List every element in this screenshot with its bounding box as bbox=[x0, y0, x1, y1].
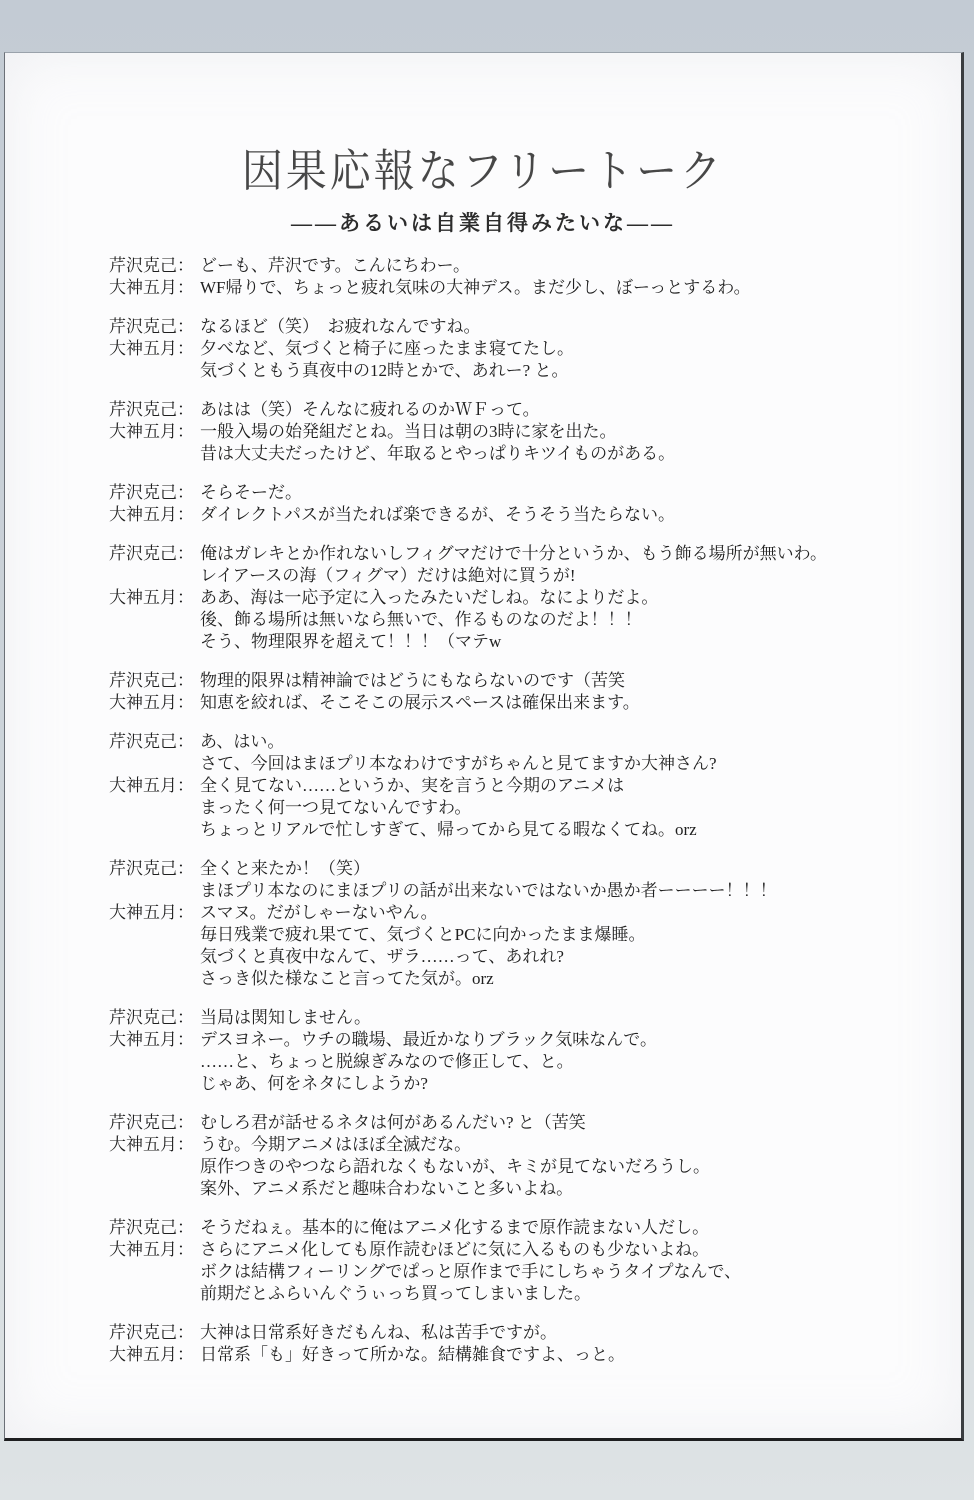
speaker-name: 芹沢克己： bbox=[109, 1323, 194, 1343]
speaker-name: 芹沢克己： bbox=[109, 483, 194, 503]
dialogue-block bbox=[109, 1112, 931, 1200]
page-header bbox=[5, 53, 961, 237]
dialogue-line: 物理的限界は精神論ではどうにもならないのです（苦笑 bbox=[200, 671, 625, 691]
speaker-name: 芹沢克己： bbox=[109, 1008, 194, 1028]
dialogue-line: 原作つきのやつなら語れなくもないが、キミが見てないだろうし。 bbox=[200, 1157, 710, 1177]
dialogue-lines bbox=[195, 775, 931, 841]
dialogue-block bbox=[109, 1217, 931, 1305]
dialogue-lines bbox=[195, 316, 931, 338]
dialogue-turn bbox=[109, 316, 931, 338]
dialogue-line: 知恵を絞れば、そこそこの展示スペースは確保出来ます。 bbox=[200, 693, 640, 713]
speaker-name: 芹沢克己： bbox=[109, 544, 194, 564]
dialogue-line: ダイレクトパスが当たれば楽できるが、そうそう当たらない。 bbox=[200, 505, 675, 525]
dialogue-turn bbox=[109, 775, 931, 841]
speaker-name: 大神五月： bbox=[109, 1345, 194, 1365]
dialogue-lines bbox=[195, 1112, 931, 1134]
dialogue-turn bbox=[109, 255, 931, 277]
dialogue-turn bbox=[109, 504, 931, 526]
speaker-name: 大神五月： bbox=[109, 903, 194, 923]
dialogue-lines bbox=[195, 1239, 931, 1305]
scanned-paper-page bbox=[4, 52, 964, 1441]
dialogue-line: WF帰りで、ちょっと疲れ気味の大神デス。まだ少し、ぼーっとするわ。 bbox=[200, 278, 751, 298]
dialogue-line: あ、はい。 bbox=[200, 732, 285, 752]
speaker-name: 芹沢克己： bbox=[109, 400, 194, 420]
dialogue-line: 俺はガレキとか作れないしフィグマだけで十分というか、もう飾る場所が無いわ。 bbox=[200, 544, 827, 564]
dialogue-line: 夕べなど、気づくと椅子に座ったまま寝てたし。 bbox=[200, 339, 574, 359]
dialogue-line: どーも、芹沢です。こんにちわー。 bbox=[200, 256, 470, 276]
dialogue-line: なるほど（笑） お疲れなんですね。 bbox=[200, 317, 481, 337]
dialogue-lines bbox=[195, 277, 931, 299]
dialogue-line: レイアースの海（フィグマ）だけは絶対に買うが! bbox=[200, 566, 576, 586]
dialogue-lines bbox=[195, 1029, 931, 1095]
dialogue-line: 後、飾る場所は無いなら無いで、作るものなのだよ！！！ bbox=[200, 610, 642, 630]
dialogue-turn bbox=[109, 692, 931, 714]
dialogue-turn bbox=[109, 858, 931, 902]
dialogue-line: そう、物理限界を超えて！！！（マテw bbox=[200, 632, 502, 652]
dialogue-turn bbox=[109, 399, 931, 421]
dialogue-line: ちょっとリアルで忙しすぎて、帰ってから見てる暇なくてね。orz bbox=[200, 820, 697, 840]
dialogue-turn bbox=[109, 1007, 931, 1029]
dialogue-line: ……と、ちょっと脱線ぎみなので修正して、と。 bbox=[200, 1052, 574, 1072]
dialogue-block bbox=[109, 316, 931, 382]
speaker-name: 大神五月： bbox=[109, 1030, 194, 1050]
dialogue-lines bbox=[195, 1344, 931, 1366]
dialogue-line: ああ、海は一応予定に入ったみたいだしね。なによりだよ。 bbox=[200, 588, 659, 608]
dialogue-line: ボクは結構フィーリングでぱっと原作まで手にしちゃうタイプなんで、 bbox=[200, 1262, 742, 1282]
dialogue-turn bbox=[109, 1239, 931, 1305]
dialogue-lines bbox=[195, 1217, 931, 1239]
dialogue-block bbox=[109, 731, 931, 841]
speaker-name: 芹沢克己： bbox=[109, 317, 194, 337]
dialogue-lines bbox=[195, 670, 931, 692]
dialogue-line: さて、今回はまほプリ本なわけですがちゃんと見てますか大神さん? bbox=[200, 754, 717, 774]
dialogue-turn bbox=[109, 1029, 931, 1095]
speaker-name: 大神五月： bbox=[109, 693, 194, 713]
speaker-name: 芹沢克己： bbox=[109, 1113, 194, 1133]
dialogue-turn bbox=[109, 338, 931, 382]
dialogue-turn bbox=[109, 1134, 931, 1200]
dialogue-turn bbox=[109, 731, 931, 775]
dialogue-lines bbox=[195, 504, 931, 526]
dialogue-turn bbox=[109, 543, 931, 587]
dialogue-lines bbox=[195, 587, 931, 653]
dialogue-lines bbox=[195, 902, 931, 990]
dialogue-turn bbox=[109, 1217, 931, 1239]
dialogue-block bbox=[109, 858, 931, 990]
dialogue-turn bbox=[109, 482, 931, 504]
dialogue-block bbox=[109, 670, 931, 714]
dialogue-lines bbox=[195, 731, 931, 775]
dialogue-block bbox=[109, 255, 931, 299]
dialogue-line: そらそーだ。 bbox=[200, 483, 302, 503]
dialogue bbox=[109, 255, 931, 1366]
dialogue-line: 大神は日常系好きだもんね、私は苦手ですが。 bbox=[200, 1323, 557, 1343]
dialogue-line: 昔は大丈夫だったけど、年取るとやっぱりキツイものがある。 bbox=[200, 444, 676, 464]
dialogue-lines bbox=[195, 1322, 931, 1344]
speaker-name: 芹沢克己： bbox=[109, 1218, 194, 1238]
dialogue-line: あはは（笑）そんなに疲れるのかＷＦって。 bbox=[200, 400, 540, 420]
dialogue-line: さっき似た様なこと言ってた気が。orz bbox=[200, 969, 494, 989]
dialogue-block bbox=[109, 1007, 931, 1095]
page-subtitle: ――あるいは自業自得みたいな―― bbox=[291, 211, 675, 236]
dialogue-line: 気づくと真夜中なんて、ザラ……って、あれれ? bbox=[200, 947, 564, 967]
dialogue-block bbox=[109, 399, 931, 465]
speaker-name: 大神五月： bbox=[109, 588, 194, 608]
dialogue-block bbox=[109, 543, 931, 653]
speaker-name: 大神五月： bbox=[109, 505, 194, 525]
dialogue-turn bbox=[109, 902, 931, 990]
dialogue-line: デスヨネー。ウチの職場、最近かなりブラック気味なんで。 bbox=[200, 1030, 657, 1050]
dialogue-turn bbox=[109, 277, 931, 299]
dialogue-line: 前期だとふらいんぐうぃっち買ってしまいました。 bbox=[200, 1284, 591, 1304]
dialogue-line: 気づくともう真夜中の12時とかで、あれー? と。 bbox=[200, 361, 569, 381]
dialogue-line: むしろ君が話せるネタは何があるんだい? と（苦笑 bbox=[200, 1113, 586, 1133]
dialogue-lines bbox=[195, 482, 931, 504]
dialogue-lines bbox=[195, 421, 931, 465]
dialogue-line: 案外、アニメ系だと趣味合わないこと多いよね。 bbox=[200, 1179, 574, 1199]
dialogue-lines bbox=[195, 255, 931, 277]
dialogue-lines bbox=[195, 1007, 931, 1029]
dialogue-turn bbox=[109, 587, 931, 653]
speaker-name: 大神五月： bbox=[109, 1135, 194, 1155]
dialogue-line: 全くと来たか！（笑） bbox=[200, 859, 370, 879]
dialogue-lines bbox=[195, 1134, 931, 1200]
dialogue-line: 毎日残業で疲れ果てて、気づくとPCに向かったまま爆睡。 bbox=[200, 925, 646, 945]
speaker-name: 芹沢克己： bbox=[109, 859, 194, 879]
dialogue-line: じゃあ、何をネタにしようか? bbox=[200, 1074, 428, 1094]
speaker-name: 大神五月： bbox=[109, 339, 194, 359]
speaker-name: 芹沢克己： bbox=[109, 732, 194, 752]
dialogue-turn bbox=[109, 670, 931, 692]
dialogue-lines bbox=[195, 399, 931, 421]
dialogue-block bbox=[109, 482, 931, 526]
speaker-name: 大神五月： bbox=[109, 278, 194, 298]
speaker-name: 芹沢克己： bbox=[109, 256, 194, 276]
speaker-name: 大神五月： bbox=[109, 1240, 194, 1260]
dialogue-turn bbox=[109, 421, 931, 465]
dialogue-lines bbox=[195, 543, 931, 587]
dialogue-turn bbox=[109, 1344, 931, 1366]
dialogue-lines bbox=[195, 692, 931, 714]
speaker-name: 大神五月： bbox=[109, 776, 194, 796]
speaker-name: 芹沢克己： bbox=[109, 671, 194, 691]
dialogue-turn bbox=[109, 1112, 931, 1134]
dialogue-line: スマヌ。だがしゃーないやん。 bbox=[200, 903, 438, 923]
dialogue-line: 当局は関知しません。 bbox=[200, 1008, 372, 1028]
dialogue-line: まったく何一つ見てないんですわ。 bbox=[200, 798, 472, 818]
dialogue-block bbox=[109, 1322, 931, 1366]
dialogue-line: 全く見てない……というか、実を言うと今期のアニメは bbox=[200, 776, 625, 796]
dialogue-line: そうだねぇ。基本的に俺はアニメ化するまで原作読まない人だし。 bbox=[200, 1218, 710, 1238]
dialogue-line: 日常系「も」好きって所かな。結構雑食ですよ、っと。 bbox=[200, 1345, 625, 1365]
dialogue-lines bbox=[195, 858, 931, 902]
dialogue-line: 一般入場の始発組だとね。当日は朝の3時に家を出た。 bbox=[200, 422, 617, 442]
dialogue-line: さらにアニメ化しても原作読むほどに気に入るものも少ないよね。 bbox=[200, 1240, 710, 1260]
dialogue-lines bbox=[195, 338, 931, 382]
speaker-name: 大神五月： bbox=[109, 422, 194, 442]
page-title: 因果応報なフリートーク bbox=[241, 146, 725, 196]
dialogue-line: うむ。今期アニメはほぼ全滅だな。 bbox=[200, 1135, 472, 1155]
dialogue-line: まほプリ本なのにまほプリの話が出来ないではないか愚か者ーーーー！！！ bbox=[200, 881, 777, 901]
dialogue-turn bbox=[109, 1322, 931, 1344]
